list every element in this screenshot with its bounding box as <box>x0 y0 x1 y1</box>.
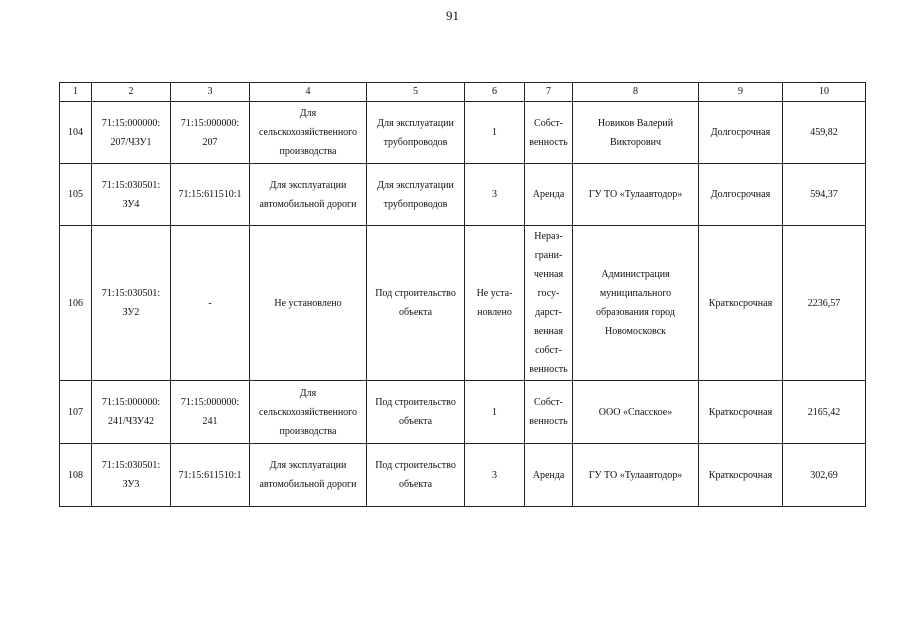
permitted-use: Для эксплуатации автомобильной дороги <box>259 179 357 210</box>
owner: ГУ ТО «Тулаавтодор» <box>588 189 683 200</box>
term: Долгосрочная <box>710 127 771 138</box>
header-cell: 10 <box>783 83 866 102</box>
area: 2236,57 <box>807 297 841 309</box>
permitted-use: Для сельскохозяйственного производства <box>258 387 358 437</box>
row-number: 107 <box>68 406 83 418</box>
parent-cadastral-number: 71:15:611510:1 <box>178 189 242 200</box>
parent-cadastral-number: 71:15:611510:1 <box>178 469 242 481</box>
purpose: Под строительство объекта <box>375 397 456 427</box>
parent-cadastral-number: - <box>208 297 212 309</box>
count: 1 <box>492 127 497 138</box>
permitted-use: Не установлено <box>274 297 342 309</box>
purpose: Для эксплуатации трубопроводов <box>377 117 454 148</box>
parent-cadastral-number: 71:15:000000: 241 <box>180 397 240 427</box>
right-type: Аренда <box>532 189 565 200</box>
table-row <box>60 226 866 381</box>
page-number: 91 <box>446 8 459 23</box>
header-cell: 9 <box>699 83 783 102</box>
cadastral-number: 71:15:030501: ЗУ3 <box>101 460 161 490</box>
area: 594,37 <box>810 189 838 200</box>
header-cell: 1 <box>60 83 92 102</box>
cadastral-number: 71:15:030501: ЗУ4 <box>101 179 161 210</box>
row-number: 108 <box>68 469 83 481</box>
header-cell: 5 <box>367 83 465 102</box>
permitted-use: Для сельскохозяйственного производства <box>258 108 358 157</box>
count: Не уста- новлено <box>476 288 513 318</box>
header-cell: 8 <box>573 83 699 102</box>
purpose: Под строительство объекта <box>375 288 456 318</box>
right-type: Нераз- грани- ченная госу- дарст- венная собст- венность <box>529 231 568 375</box>
row-number: 105 <box>68 189 83 200</box>
term: Краткосрочная <box>708 406 773 418</box>
cadastral-number: 71:15:000000: 207/ЧЗУ1 <box>101 117 161 148</box>
area: 2165,42 <box>807 406 841 418</box>
owner: ГУ ТО «Тулаавтодор» <box>588 469 683 481</box>
table-row <box>60 164 866 226</box>
cadastral-number: 71:15:030501: ЗУ2 <box>101 288 161 318</box>
right-type: Собст- венность <box>529 117 568 148</box>
header-cell: 3 <box>171 83 250 102</box>
cadastral-number: 71:15:000000: 241/ЧЗУ42 <box>101 397 161 427</box>
right-type: Собст- венность <box>529 397 568 427</box>
purpose: Для эксплуатации трубопроводов <box>377 179 454 210</box>
count: 1 <box>492 406 497 418</box>
term: Краткосрочная <box>708 469 773 481</box>
header-row <box>60 83 866 102</box>
row-number: 104 <box>68 127 83 138</box>
count: 3 <box>492 189 497 200</box>
purpose: Под строительство объекта <box>375 460 456 490</box>
owner: Новиков Валерий Викторович <box>597 117 674 148</box>
owner: Администрация муниципального образования город Новомосковск <box>596 269 675 337</box>
owner: ООО «Спасское» <box>598 406 673 418</box>
table-row <box>60 444 866 507</box>
table-row <box>60 102 866 164</box>
header-cell: 2 <box>92 83 171 102</box>
right-type: Аренда <box>532 469 565 481</box>
count: 3 <box>492 469 497 481</box>
term: Краткосрочная <box>708 297 773 309</box>
land-plots-table <box>59 82 866 507</box>
area: 302,69 <box>810 469 838 481</box>
table-row <box>60 381 866 444</box>
header-cell: 7 <box>525 83 573 102</box>
header-cell: 4 <box>250 83 367 102</box>
row-number: 106 <box>68 297 83 309</box>
area: 459,82 <box>810 127 838 138</box>
header-cell: 6 <box>465 83 525 102</box>
parent-cadastral-number: 71:15:000000: 207 <box>180 117 240 148</box>
permitted-use: Для эксплуатации автомобильной дороги <box>259 460 357 490</box>
term: Долгосрочная <box>710 189 771 200</box>
